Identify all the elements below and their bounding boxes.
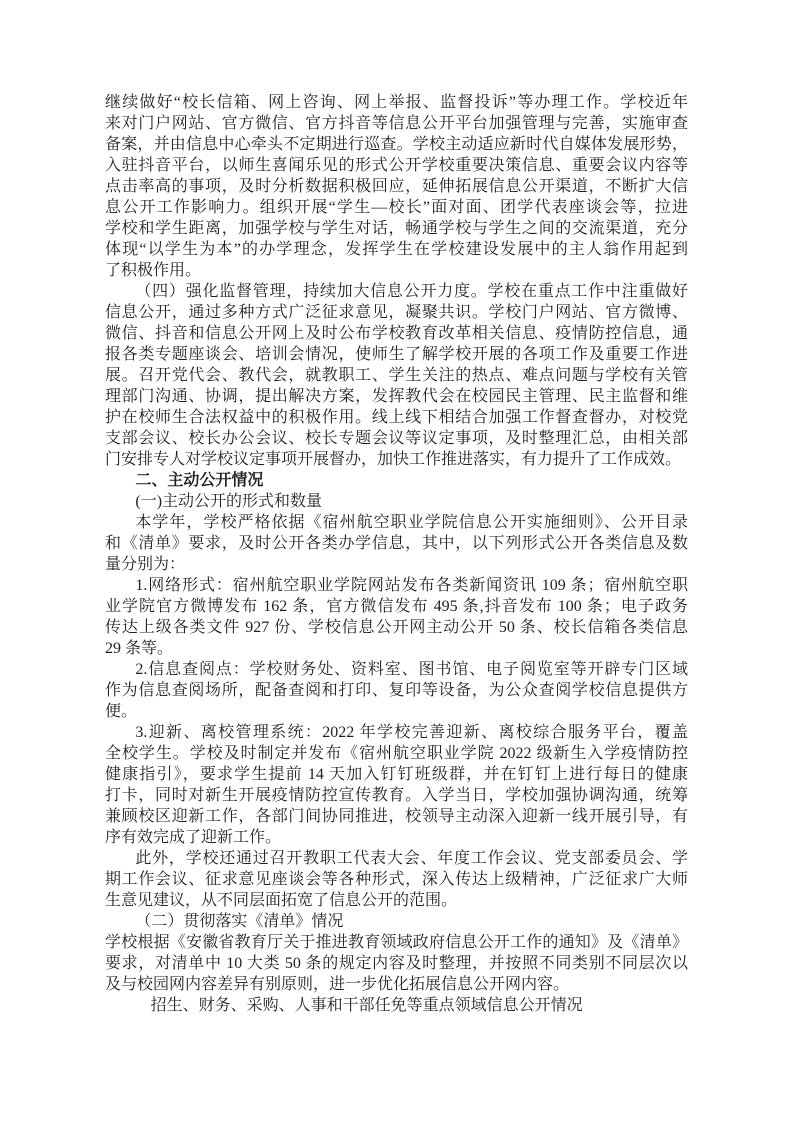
text-line: 本学年，学校严格依据《宿州航空职业学院信息公开实施细则》、公开目录 (135, 514, 688, 531)
paragraph (105, 281, 688, 470)
text-line: 学校和学生距离，加强学校与学生对话，畅通学校与学生之间的交流渠道，充分 (105, 220, 688, 237)
text-line: 量分别为： (105, 556, 186, 573)
heading-line: （二）贯彻落实《清单》情况 (135, 913, 344, 930)
text-line: 及与校园网内容差异有别原则，进一步优化拓展信息公开网内容。 (105, 976, 570, 993)
text-line: 作为信息查阅场所，配备查阅和打印、复印等设备，为公众查阅学校信息提供方 (105, 682, 688, 699)
text-line: 生意见建议，从不同层面拓宽了信息公开的范围。 (105, 892, 458, 909)
text-line: 来对门户网站、官方微信、官方抖音等信息公开平台加强管理与完善，实施审查 (105, 115, 688, 132)
paragraph (105, 722, 688, 848)
text-line: 报各类专题座谈会、培训会情况，使师生了解学校开展的各项工作及重要工作进 (105, 346, 688, 363)
text-line: 期工作会议、征求意见座谈会等各种形式，深入传达上级精神，广泛征求广大师 (105, 871, 688, 888)
paragraph (105, 92, 688, 281)
text-line: 支部会议、校长办公会议、校长专题会议等议定事项，及时整理汇总，由相关部 (105, 430, 688, 447)
text-line: 全校学生。学校及时制定并发布《宿州航空职业学院 2022 级新生入学疫情防控 (105, 745, 688, 762)
text-line: 继续做好“校长信箱、网上咨询、网上举报、监督投诉”等办理工作。学校近年 (105, 94, 688, 111)
paragraph (105, 575, 688, 659)
text-line: 兼顾校区迎新工作，各部门间协同推进，校领导主动深入迎新一线开展引导，有 (105, 808, 688, 825)
text-line: 要求，对清单中 10 大类 50 条的规定内容及时整理，并按照不同类别不同层次以 (105, 955, 688, 972)
text-line: 信息公开，通过多种方式广泛征求意见，凝聚共识。学校门户网站、官方微博、 (105, 304, 688, 321)
text-line: 传达上级各类文件 927 份、学校信息公开网主动公开 50 条、校长信箱各类信息 (105, 619, 688, 636)
text-line: 便。 (105, 703, 138, 720)
paragraph (105, 659, 688, 722)
text-line: 微信、抖音和信息公开网上及时公布学校教育改革相关信息、疫情防控信息，通 (105, 325, 688, 342)
text-line: 息公开工作影响力。组织开展“学生—校长”面对面、团学代表座谈会等，拉进 (105, 199, 688, 216)
text-line: 点击率高的事项，及时分析数据积极回应，延伸拓展信息公开渠道，不断扩大信 (105, 178, 688, 195)
text-line: 学校根据《安徽省教育厅关于推进教育领域政府信息公开工作的通知》及《清单》 (105, 934, 688, 951)
text-line: 体现“以学生为本”的办学理念，发挥学生在学校建设发展中的主人翁作用起到 (105, 241, 688, 258)
text-line: 理部门沟通、协调，提出解决方案，发挥教代会在校园民主管理、民主监督和维 (105, 388, 688, 405)
text-line: 健康指引》，要求学生提前 14 天加入钉钉班级群，并在钉钉上进行每日的健康 (105, 766, 688, 783)
paragraph (105, 512, 688, 575)
text-line: 29 条等。 (105, 640, 174, 657)
text-line: 3.迎新、离校管理系统：2022 年学校完善迎新、离校综合服务平台，覆盖 (135, 724, 688, 741)
subsection-heading (105, 911, 688, 932)
subsection-heading (105, 491, 688, 512)
paragraph (105, 848, 688, 911)
text-line: 序有效完成了迎新工作。 (105, 829, 282, 846)
heading-line: 二、主动公开情况 (135, 472, 264, 489)
text-line: 业学院官方微博发布 162 条，官方微信发布 495 条,抖音发布 100 条；电子政务 (105, 598, 688, 615)
paragraph (105, 932, 688, 995)
text-line: 护在校师生合法权益中的积极作用。线上线下相结合加强工作督查督办，对校党 (105, 409, 688, 426)
key-areas-caption (105, 995, 688, 1016)
text-line: 和《清单》要求，及时公开各类办学信息，其中，以下列形式公开各类信息及数 (105, 535, 688, 552)
text-line: 此外，学校还通过召开教职工代表大会、年度工作会议、党支部委员会、学 (135, 850, 688, 867)
text-line: 入驻抖音平台，以师生喜闻乐见的形式公开学校重要决策信息、重要会议内容等 (105, 157, 688, 174)
text-line: （四）强化监督管理，持续加大信息公开力度。学校在重点工作中注重做好 (135, 283, 688, 300)
text-line: 门安排专人对学校议定事项开展督办，加快工作推进落实，有力提升了工作成效。 (105, 451, 682, 468)
text-line: 1.网络形式：宿州航空职业学院网站发布各类新闻资讯 109 条；宿州航空职 (135, 577, 688, 594)
heading-line: (一)主动公开的形式和数量 (135, 493, 323, 510)
document-text-block (105, 92, 688, 1016)
section-heading (105, 470, 688, 491)
text-line: 2.信息查阅点：学校财务处、资料室、图书馆、电子阅览室等开辟专门区域 (135, 661, 688, 678)
text-line: 了积极作用。 (105, 262, 202, 279)
text-line: 备案，并由信息中心牵头不定期进行巡查。学校主动适应新时代自媒体发展形势， (105, 136, 688, 153)
text-line: 打卡，同时对新生开展疫情防控宣传教育。入学当日，学校加强协调沟通，统筹 (105, 787, 688, 804)
caption-line: 招生、财务、采购、人事和干部任免等重点领域信息公开情况 (150, 997, 583, 1014)
text-line: 展。召开党代会、教代会，就教职工、学生关注的热点、难点问题与学校有关管 (105, 367, 688, 384)
